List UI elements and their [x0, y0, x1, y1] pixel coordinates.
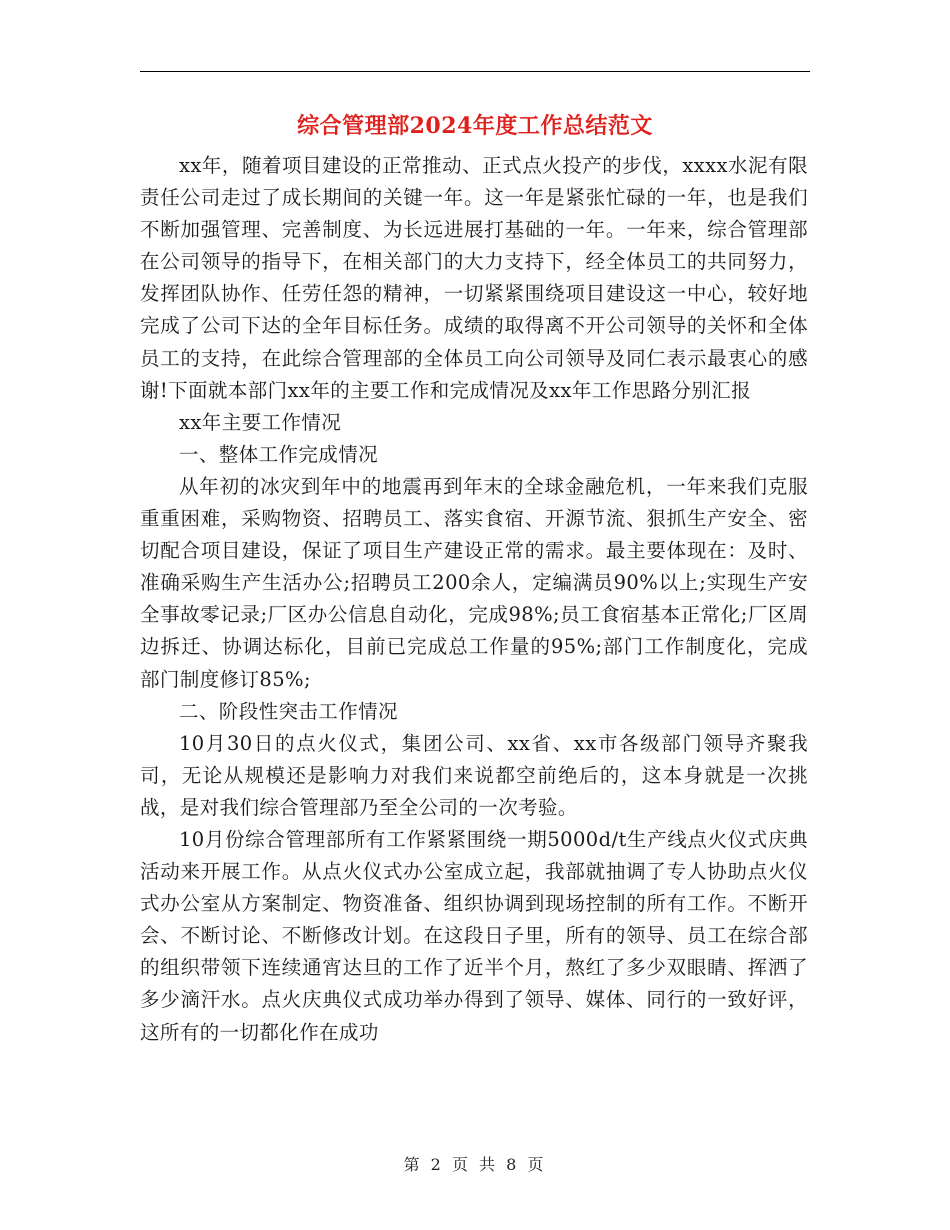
paragraph-overall-completion: 从年初的冰灾到年中的地震再到年末的全球金融危机，一年来我们克服重重困难，采购物资、招聘员工、落实食宿、开源节流、狠抓生产安全、密切配合项目建设，保证了项目生产建设正常的需求。最主要体现在：及时、准确采购生产生活办公;招聘员工200余人，定编满员90%以上;实现生产安全事故零记录;厂区办公信息自动化，完成98%;员工食宿基本正常化;厂区周边拆迁、协调达标化，目前已完成总工作量的95%;部门工作制度化，完成部门制度修订85%; — [140, 474, 808, 691]
heading-overall-completion: 一、整体工作完成情况 — [179, 442, 379, 466]
page-number: 第 2 页 共 8 页 — [403, 1155, 547, 1174]
document-title: 综合管理部2024年度工作总结范文 — [297, 113, 653, 139]
heading-main-work: xx年主要工作情况 — [179, 410, 342, 434]
header-rule — [140, 71, 810, 72]
document-body — [140, 150, 808, 1049]
paragraph-october-work: 10月份综合管理部所有工作紧紧围绕一期5000d/t生产线点火仪式庆典活动来开展工作。从点火仪式办公室成立起，我部就抽调了专人协助点火仪式办公室从方案制定、物资准备、组织协调到现场控制的所有工作。不断开会、不断讨论、不断修改计划。在这段日子里，所有的领导、员工在综合部的组织带领下连续通宵达旦的工作了近半个月，熬红了多少双眼睛、挥洒了多少滴汗水。点火庆典仪式成功举办得到了领导、媒体、同行的一致好评，这所有的一切都化作在成功 — [140, 827, 808, 1044]
heading-stage-work: 二、阶段性突击工作情况 — [179, 699, 398, 723]
paragraph-intro: xx年，随着项目建设的正常推动、正式点火投产的步伐，xxxx水泥有限责任公司走过了成长期间的关键一年。这一年是紧张忙碌的一年，也是我们不断加强管理、完善制度、为长远进展打基础的一年。一年来，综合管理部在公司领导的指导下，在相关部门的大力支持下，经全体员工的共同努力，发挥团队协作、任劳任怨的精神，一切紧紧围绕项目建设这一中心，较好地完成了公司下达的全年目标任务。成绩的取得离不开公司领导的关怀和全体员工的支持，在此综合管理部的全体员工向公司领导及同仁表示最衷心的感谢!下面就本部门xx年的主要工作和完成情况及xx年工作思路分别汇报 — [140, 154, 808, 402]
paragraph-ignition-ceremony: 10月30日的点火仪式，集团公司、xx省、xx市各级部门领导齐聚我司，无论从规模还是影响力对我们来说都空前绝后的，这本身就是一次挑战，是对我们综合管理部乃至全公司的一次考验。 — [140, 731, 808, 819]
